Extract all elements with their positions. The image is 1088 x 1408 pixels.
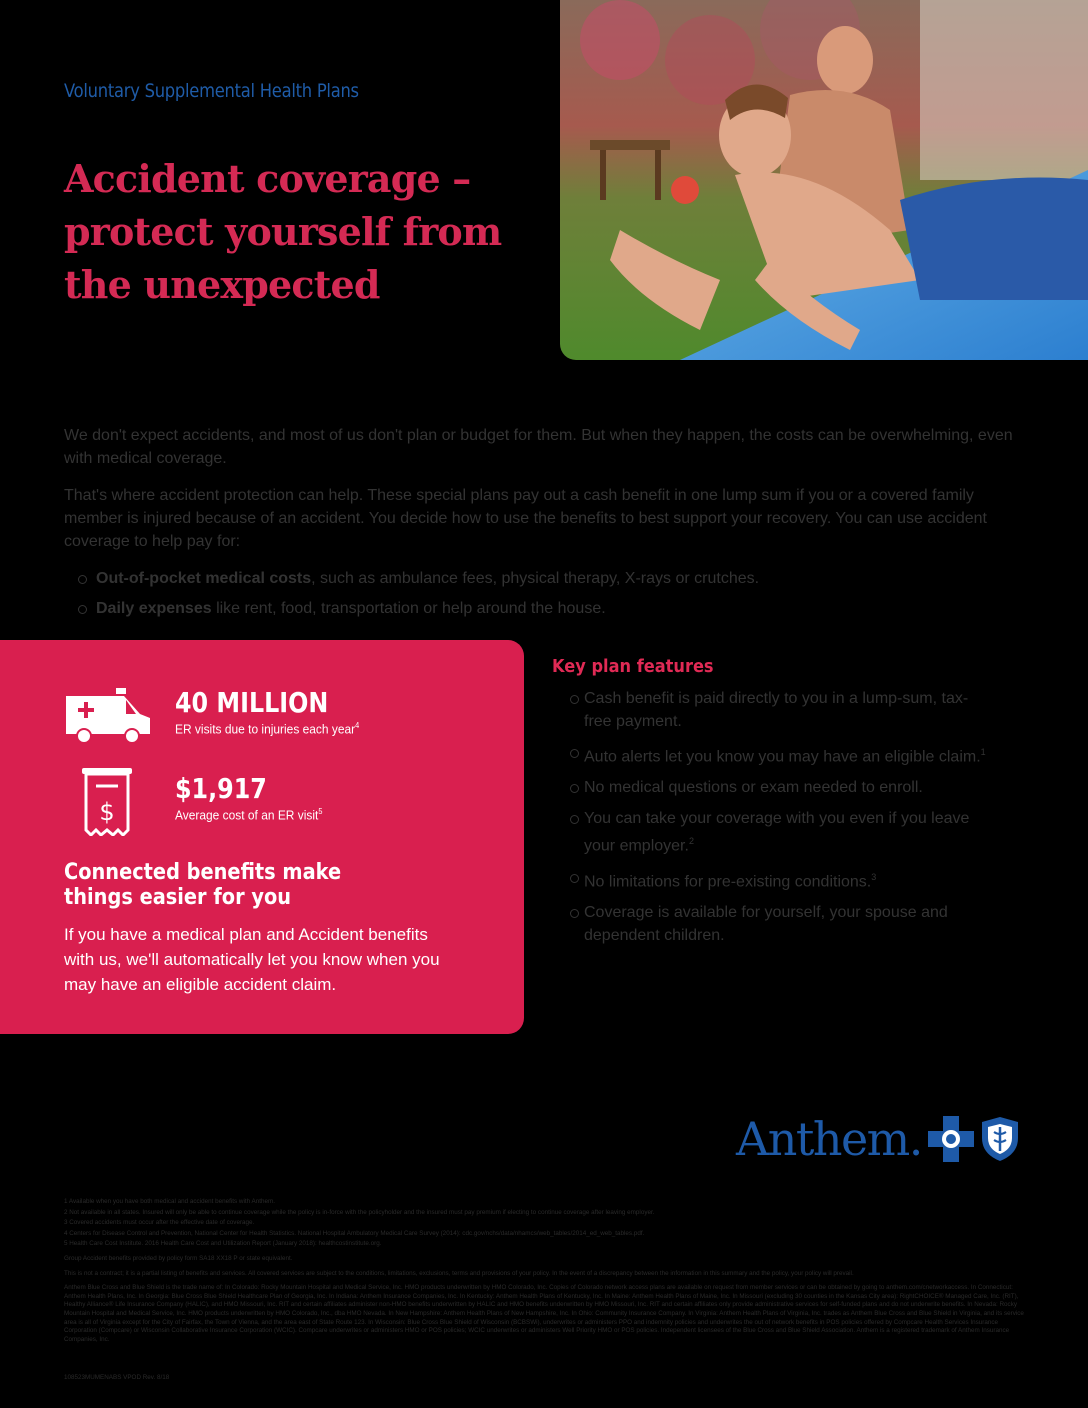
ambulance-icon <box>64 688 152 746</box>
feature-text: You can take your coverage with you even if you leave your employer. <box>584 810 970 855</box>
receipt-dollar-icon <box>82 768 132 836</box>
list-item-text: , such as ambulance fees, physical therapy, X-rays or crutches. <box>311 570 760 587</box>
features-list <box>570 687 992 947</box>
hero-photo <box>560 0 1088 360</box>
stat-label-text: ER visits due to injuries each year <box>175 721 356 737</box>
list-item <box>570 901 992 947</box>
feature-text: No medical questions or exam needed to enroll. <box>584 779 923 797</box>
stat-er-visits <box>175 686 375 736</box>
list-item <box>570 807 992 857</box>
list-item-bold: Daily expenses <box>96 600 212 617</box>
eyebrow-title: Voluntary Supplemental Health Plans <box>64 80 359 102</box>
headline <box>64 152 501 311</box>
stat-er-cost <box>175 772 335 822</box>
legal-text: Anthem Blue Cross and Blue Shield is the trade name of: In Colorado: Rocky Mountain Hospital and Medical Service, Inc. HMO products underwritten by HMO Colorado, Inc. Copies of Colorado network access plans are available on request from member services or can be obtained by going to anthem.com/cnetworkaccess. In Connecticut: Anthem Health Plans, Inc. In Georgia: Blue Cross Blue Shield Healthcare Plan of Georgia, Inc. In Indiana: Anthem Insurance Companies, Inc. In Kentucky: Anthem Health Plans of Kentucky, Inc. In Maine: Anthem Health Plans of Maine, Inc. In Missouri (excluding 30 counties in the Kansas City area): RightCHOICE® Managed Care, Inc. (RIT), Healthy Alliance® Life Insurance Company (HALIC), and HMO Missouri, Inc. RIT and certain affiliates administer non-HMO benefits underwritten by HALIC and HMO benefits underwritten by HMO Missouri, Inc. RIT and certain affiliates only provide administrative services for self-funded plans and do not underwrite benefits. In Nevada: Rocky Mountain Hospital and Medical Service, Inc. HMO products underwritten by HMO Colorado, Inc., dba HMO Nevada. In New Hampshire: Anthem Health Plans of New Hampshire, Inc. In Ohio: Community Insurance Company. In Virginia: Anthem Health Plans of Virginia, Inc. trades as Anthem Blue Cross and Blue Shield in Virginia, and its service area is all of Virginia except for the City of Fairfax, the Town of Vienna, and the area east of State Route 123. In Wisconsin: Blue Cross Blue Shield of Wisconsin (BCBSWi), underwrites or administers PPO and indemnity policies and underwrites the out of network benefits in POS policies offered by Compcare Health Services Insurance Corporation (Compcare) or Wisconsin Collaborative Insurance Corporation (WCIC). Compcare underwrites or administers HMO or POS policies; WCIC underwrites or administers Well Priority HMO or POS policies. Independent licensees of the Blue Cross and Blue Shield Association. Anthem is a registered trademark of Anthem Insurance Companies, Inc. <box>64 1284 1024 1343</box>
footnotes-section <box>64 1198 1024 1346</box>
headline-line-3: the unexpected <box>64 262 380 307</box>
feature-text: Cash benefit is paid directly to you in a lump-sum, tax-free payment. <box>584 690 969 730</box>
footnote: 4 Centers for Disease Control and Prevention, National Center for Health Statistics. National Hospital Ambulatory Medical Care Survey (2014): cdc.gov/nchs/data/nhamcs/web_tables/2014_ed_web_tables.pdf. <box>64 1229 645 1237</box>
feature-text: Coverage is available for yourself, your spouse and dependent children. <box>584 903 948 944</box>
list-item-bold: Out-of-pocket medical costs <box>96 570 312 587</box>
footnote-ref: 2 <box>688 836 694 847</box>
list-item <box>570 687 992 733</box>
footnote: 5 Health Care Cost Institute. 2016 Health Care Cost and Utilization Report (January 2018): healthcostinstitute.org. <box>64 1240 382 1248</box>
features-title: Key plan features <box>552 656 714 677</box>
intro-paragraph-1: We don't expect accidents, and most of us don't plan or budget for them. But when they happen, the costs can be overwhelming, even with medical coverage. <box>64 427 1013 467</box>
legal-text: This is not a contract; it is a partial listing of benefits and services. All covered services are subject to the conditions, limitations, exclusions, terms and provisions of your policy. In the event of a discrepancy between the information in this summary and the policy, your policy will prevail. <box>64 1269 854 1277</box>
list-item <box>78 597 1034 620</box>
list-item <box>570 741 992 768</box>
family-playing-in-sprinkler-photo <box>560 0 1088 360</box>
coverage-uses-list <box>78 567 1034 620</box>
footnote: 2 Not available in all states. Insured will only be able to continue coverage while the policy is in-force with the policyholder and the insured must pay premium if electing to continue coverage after leaving employer. <box>64 1208 655 1216</box>
headline-line-2: protect yourself from <box>64 209 502 254</box>
intro-section <box>64 424 1034 627</box>
list-item <box>570 866 992 893</box>
blue-cross-icon <box>928 1116 974 1162</box>
headline-line-1: Accident coverage – <box>64 156 471 201</box>
stat-label-text: Average cost of an ER visit <box>175 807 319 823</box>
footnote: 3 Covered accidents must occur after the effective date of coverage. <box>64 1219 255 1227</box>
footnote-ref: 1 <box>980 747 986 757</box>
list-item-text: like rent, food, transportation or help around the house. <box>211 600 606 617</box>
stat-value: $1,917 <box>175 772 267 805</box>
feature-text: No limitations for pre-existing conditions. <box>584 872 872 890</box>
feature-text: Auto alerts let you know you may have an eligible claim. <box>584 748 981 766</box>
list-item <box>570 776 992 799</box>
intro-paragraph-2: That's where accident protection can help. These special plans pay out a cash benefit in one lump sum if you or a covered family member is injured because of an accident. You decide how to use the benefits to best support your recovery. You can use accident coverage to help pay for: <box>64 487 987 550</box>
key-plan-features <box>552 656 992 955</box>
blue-shield-icon <box>980 1116 1020 1162</box>
anthem-logo <box>736 1112 1020 1166</box>
anthem-wordmark: Anthem. <box>736 1112 922 1166</box>
list-item <box>78 567 1034 590</box>
stats-callout-box <box>0 640 524 1034</box>
svg-text:$: $ <box>99 798 115 826</box>
legal-text: Group Accident benefits provided by policy form SA18 XX18 P or state equivalent. <box>64 1254 293 1262</box>
document-code: 108523MUMENABS VPOD Rev. 8/18 <box>64 1374 170 1381</box>
footnote: 1 Available when you have both medical and accident benefits with Anthem. <box>64 1198 275 1205</box>
footnote-ref: 5 <box>318 807 323 816</box>
stat-label <box>175 721 359 736</box>
connected-benefits-body: If you have a medical plan and Accident benefits with us, we'll automatically let you know when you may have an eligible accident claim. <box>64 925 440 994</box>
footnote-ref: 4 <box>355 721 360 730</box>
stat-label <box>175 807 322 822</box>
footnote-ref: 3 <box>871 871 877 882</box>
stat-value: 40 MILLION <box>175 686 329 719</box>
connected-benefits-title: Connected benefits make things easier for you <box>64 860 342 910</box>
